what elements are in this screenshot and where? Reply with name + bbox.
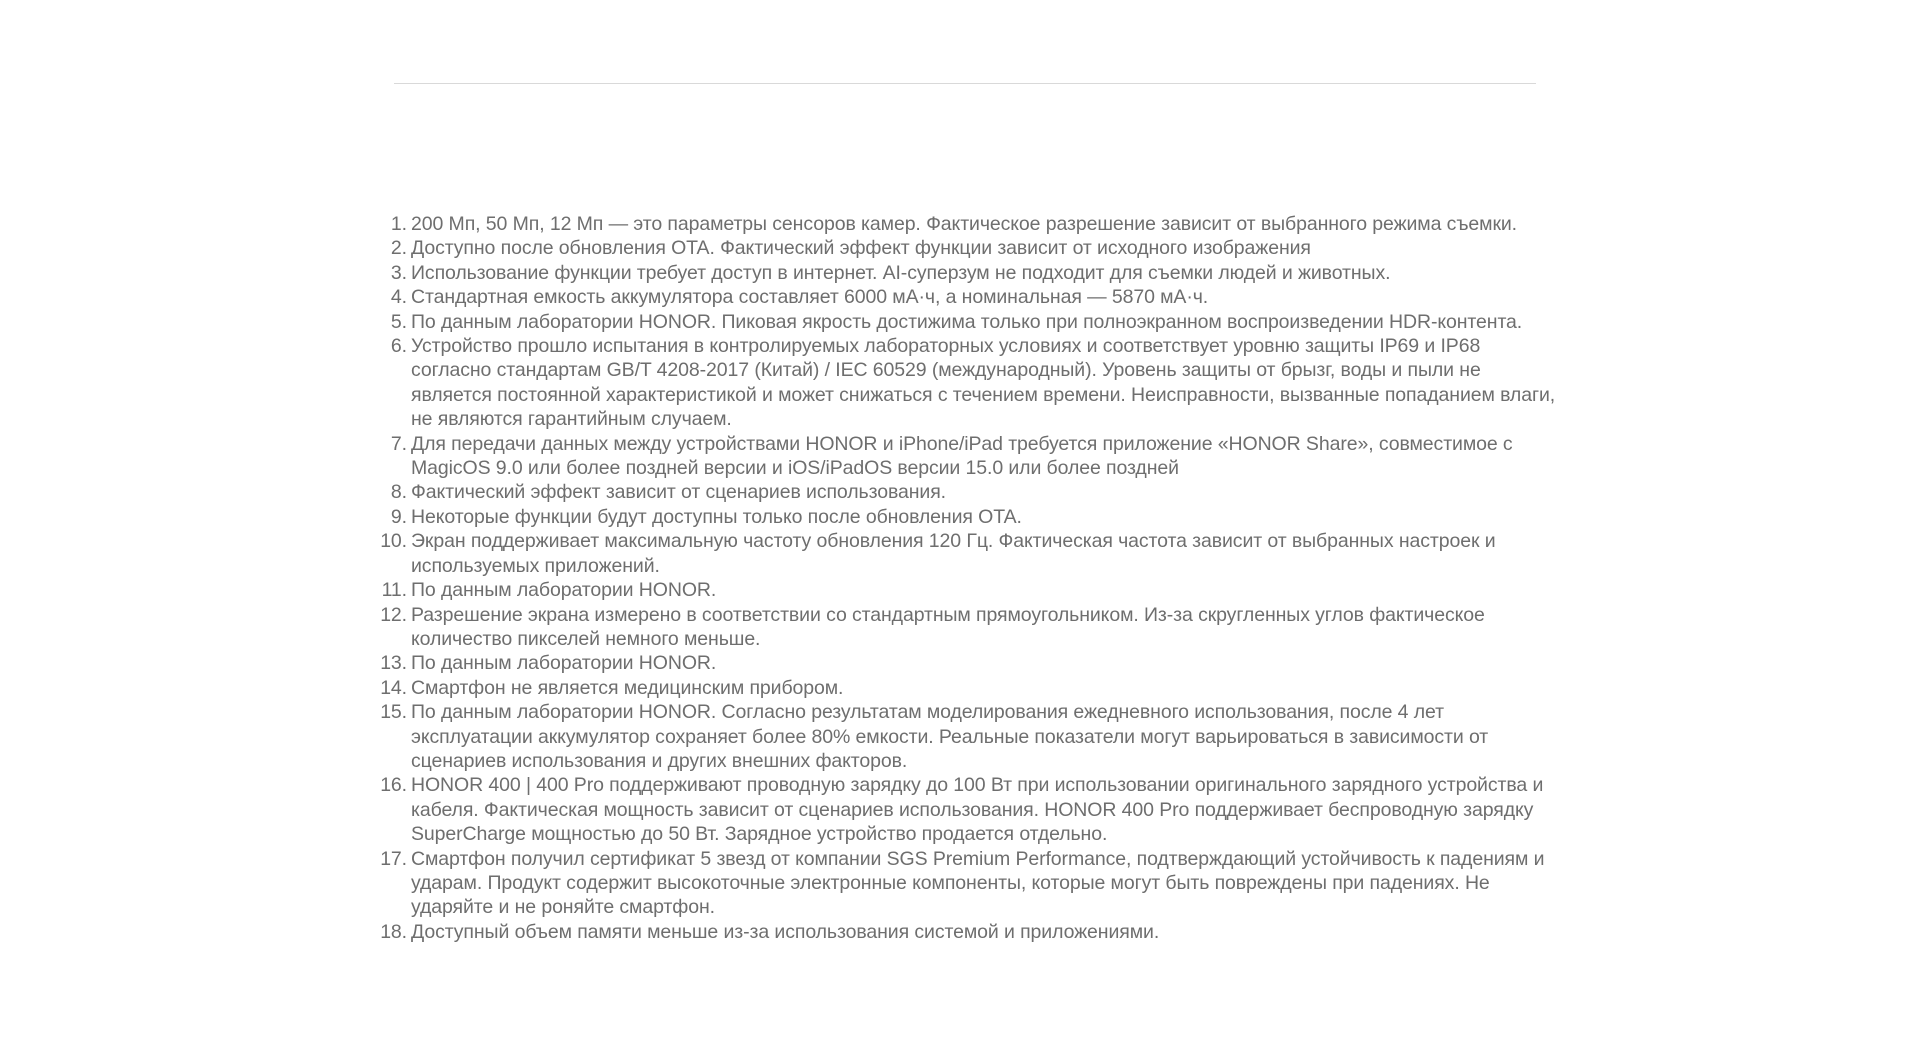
footnote-text: По данным лаборатории HONOR. [411, 579, 717, 602]
footnote-item [380, 603, 1559, 652]
footnote-text: Фактический эффект зависит от сценариев использования. [411, 481, 946, 504]
footnote-text: Некоторые функции будут доступны только после обновления OTA. [411, 505, 1022, 528]
footnote-text: Доступный объем памяти меньше из-за использования системой и приложениями. [411, 920, 1160, 943]
footnote-text: Стандартная емкость аккумулятора составляет 6000 мА·ч, а номинальная — 5870 мА·ч. [411, 286, 1209, 309]
footnote-text: По данным лаборатории HONOR. Согласно результатам моделирования ежедневного использования, после 4 лет эксплуатации аккумулятор сохраняет более 80% емкости. Реальные показатели могут варьироваться в зависимости от сценариев использования и других внешних факторов. [411, 701, 1489, 772]
footnote-text: HONOR 400 | 400 Pro поддерживают проводную зарядку до 100 Вт при использовании оригинального зарядного устройства и кабеля. Фактическая мощность зависит от сценариев использования. HONOR 400 Pro поддерживает беспроводную зарядку SuperCharge мощностью до 50 Вт. Зарядное устройство продается отдельно. [411, 774, 1544, 846]
footnote-item [380, 529, 1559, 578]
footnote-number: 12. [380, 603, 407, 626]
footnote-text: По данным лаборатории HONOR. Пиковая якрость достижима только при полноэкранном воспроизведении HDR-контента. [411, 310, 1523, 333]
footnote-text: Для передачи данных между устройствами HONOR и iPhone/iPad требуется приложение «HONOR Share», совместимое с MagicOS 9.0 или более поздней версии и iOS/iPadOS версии 15.0 или более поздней [411, 432, 1513, 480]
footnote-text: Смартфон не является медицинским прибором. [411, 676, 844, 699]
footnote-text: Доступно после обновления OTA. Фактический эффект функции зависит от исходного изображения [411, 237, 1311, 260]
footnote-number: 13. [380, 652, 407, 675]
footnote-item [390, 212, 1559, 236]
footnote-item [390, 505, 1559, 529]
footnote-text: Устройство прошло испытания в контролируемых лабораторных условиях и соответствует уровню защиты IP69 и IP68 согласно стандартам GB/T 4208-2017 (Китай) / IEC 60529 (международный). Уровень защиты от брызг, воды и пыли не является постоянной характеристикой и может снижаться с течением времени. Неисправности, вызванные попаданием влаги, не являются гарантийным случаем. [411, 335, 1556, 431]
footnote-number: 15. [380, 701, 407, 724]
footnote-number: 10. [380, 530, 407, 553]
footnote-number: 2. [390, 237, 407, 260]
footnote-number: 6. [390, 335, 407, 358]
footnote-text: По данным лаборатории HONOR. [411, 652, 717, 675]
footnote-number: 16. [380, 774, 407, 797]
footnote-item [381, 578, 1559, 602]
footnote-number: 9. [390, 505, 407, 528]
footnote-item [380, 847, 1559, 920]
footnote-item [390, 432, 1559, 481]
footnote-item [380, 700, 1559, 773]
footnote-text: 200 Мп, 50 Мп, 12 Мп — это параметры сенсоров камер. Фактическое разрешение зависит от выбранного режима съемки. [411, 213, 1518, 235]
footnote-item [390, 334, 1559, 432]
footnote-item [380, 676, 1559, 700]
footnote-text: Экран поддерживает максимальную частоту обновления 120 Гц. Фактическая частота зависит от выбранных настроек и используемых приложений. [411, 530, 1496, 577]
footnote-item [380, 651, 1559, 675]
footnote-text: Разрешение экрана измерено в соответствии со стандартным прямоугольником. Из-за скругленных углов фактическое количество пикселей немного меньше. [411, 603, 1485, 650]
footnote-number: 5. [390, 310, 407, 333]
footnote-item [380, 920, 1559, 944]
footnote-item [390, 285, 1559, 309]
footnote-number: 11. [381, 579, 407, 602]
footnote-item [390, 261, 1559, 285]
footnote-item [390, 310, 1559, 334]
footnote-text: Смартфон получил сертификат 5 звезд от компании SGS Premium Performance, подтверждающий устойчивость к падениям и ударам. Продукт содержит высокоточные электронные компоненты, которые могут быть повреждены при падениях. Не ударяйте и не роняйте смартфон. [411, 847, 1545, 919]
footnote-number: 3. [390, 261, 407, 284]
footnote-number: 17. [380, 847, 407, 870]
footnote-number: 8. [390, 481, 407, 504]
footnote-number: 18. [380, 920, 407, 943]
footnote-number: 14. [380, 676, 407, 699]
footnote-number: 1. [390, 213, 407, 235]
footnote-text: Использование функции требует доступ в интернет. AI-суперзум не подходит для съемки людей и животных. [411, 261, 1391, 284]
footnote-item [390, 236, 1559, 260]
section-divider [394, 83, 1536, 84]
footnote-number: 7. [390, 432, 407, 455]
footnote-item [380, 773, 1559, 846]
footnote-number: 4. [390, 286, 407, 309]
footnotes-list [380, 212, 1559, 944]
footnote-item [390, 480, 1559, 504]
